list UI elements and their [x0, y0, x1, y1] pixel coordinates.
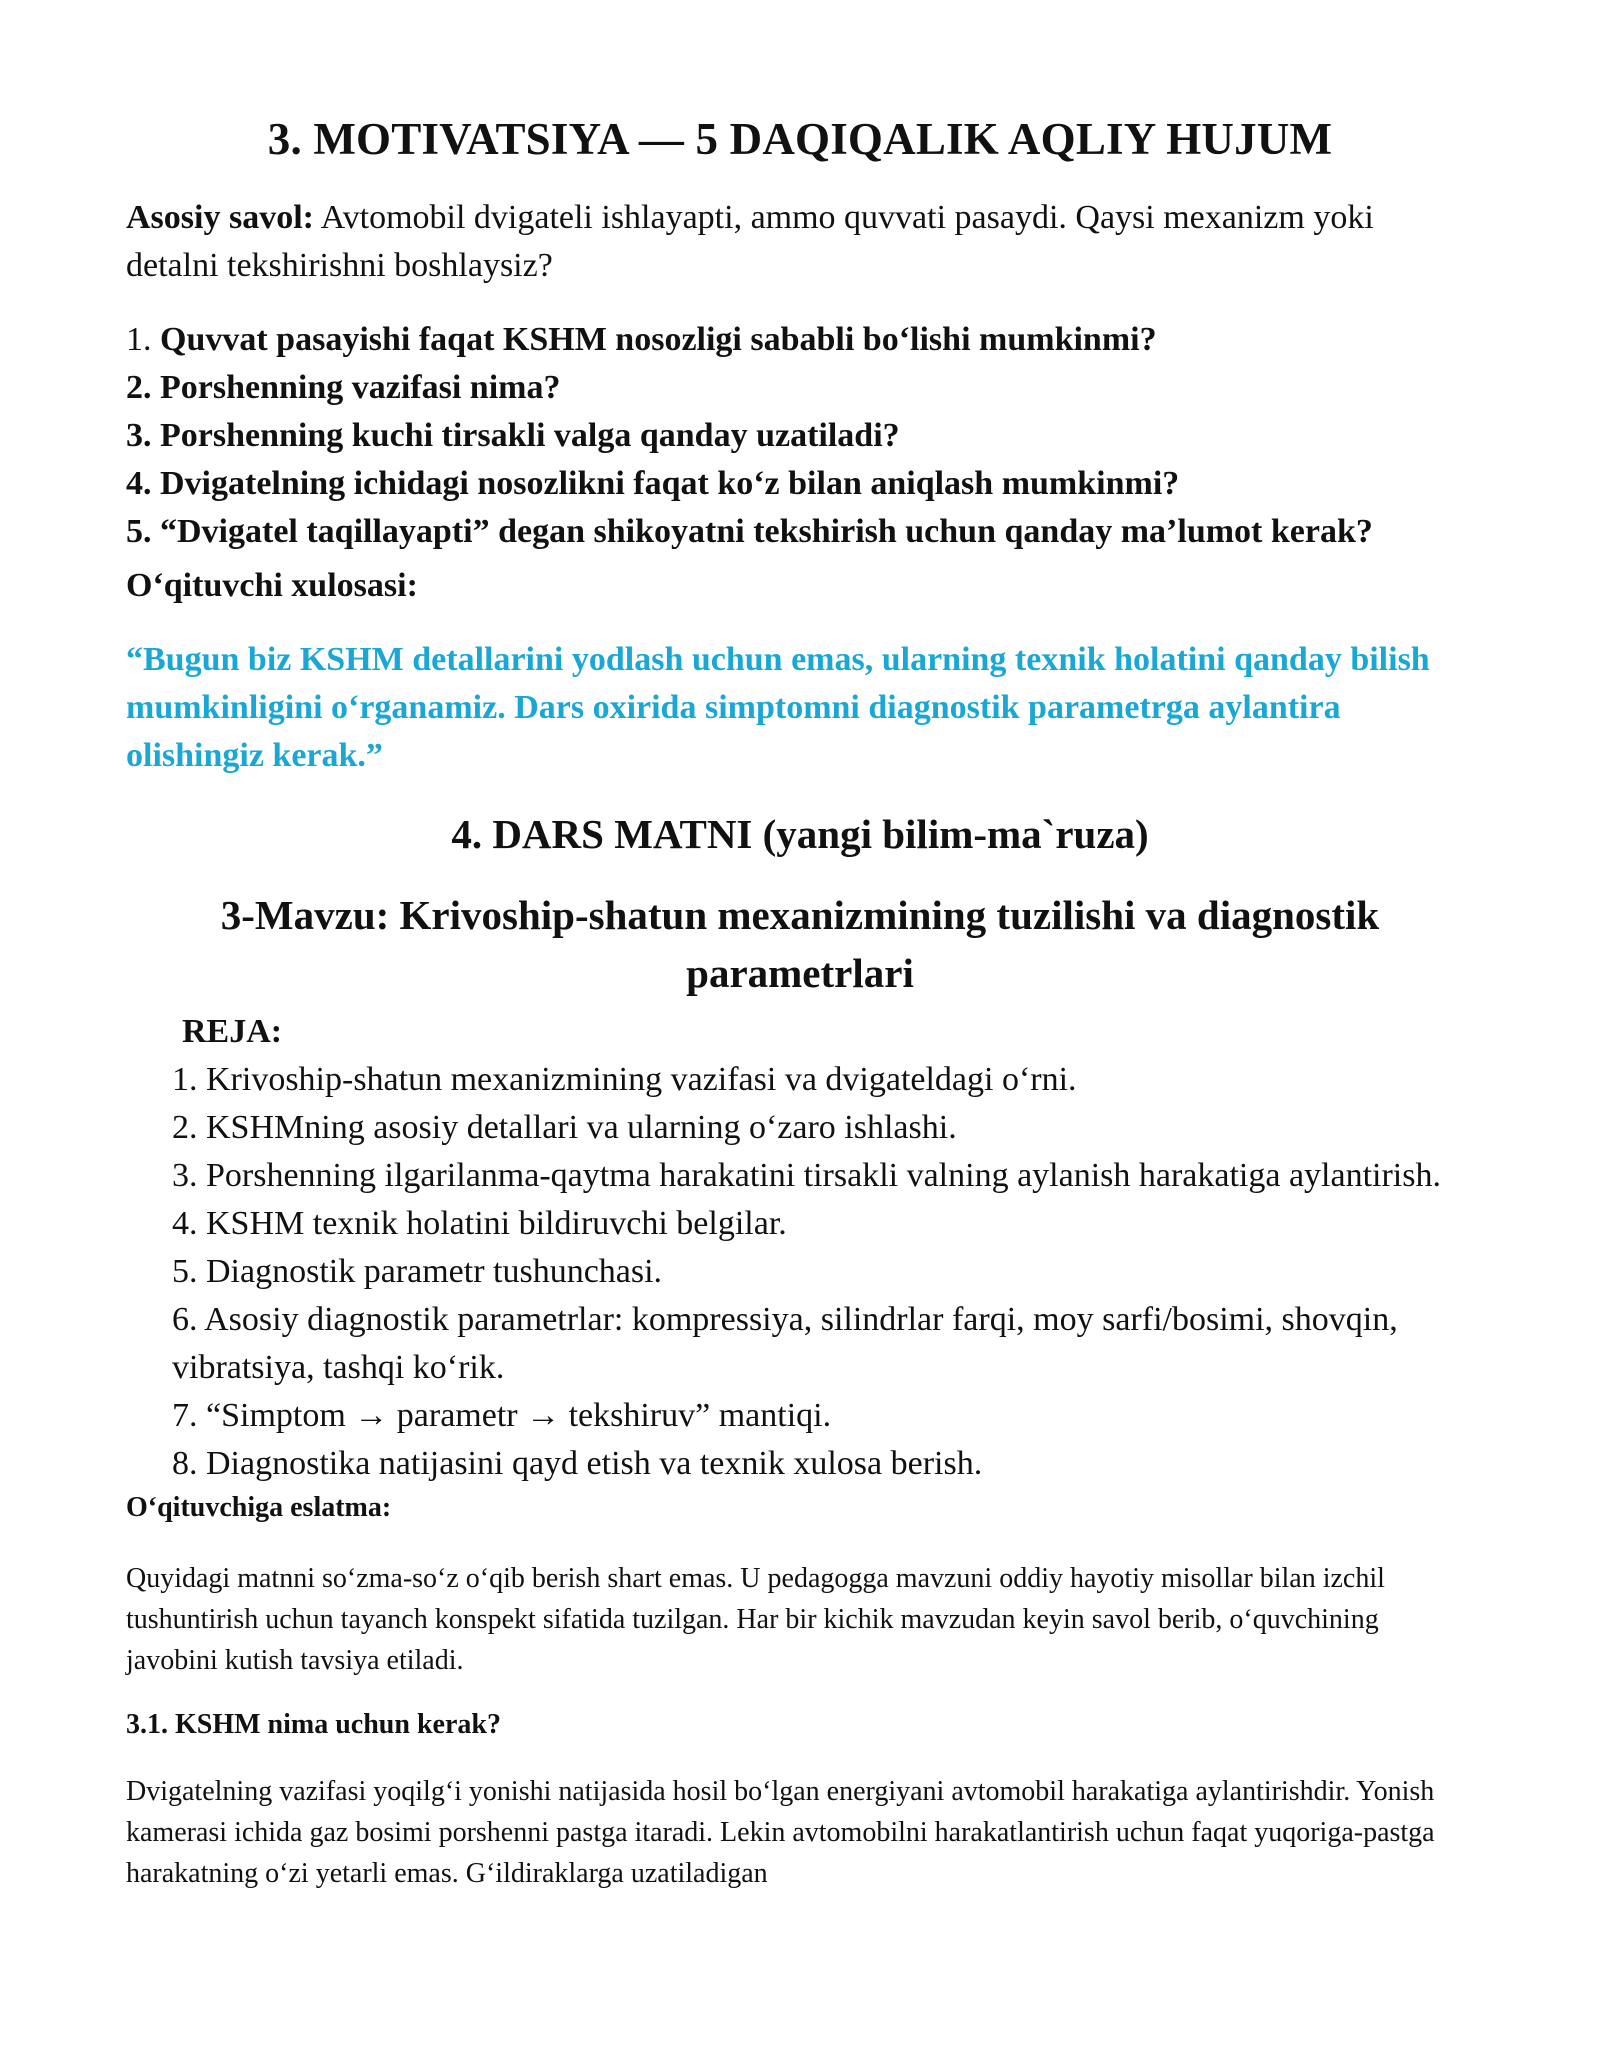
- question-text: Quvvat pasayishi faqat KSHM nosozligi sababli bo‘lishi mumkinmi?: [160, 321, 1157, 358]
- question-number: 5.: [126, 513, 160, 550]
- question-number: 1.: [126, 321, 160, 358]
- plan-list: [172, 1056, 1474, 1488]
- question-item: [126, 508, 1474, 556]
- main-question-text: Avtomobil dvigateli ishlayapti, ammo quvvati pasaydi. Qaysi mexanizm yoki detalni tekshirishni boshlaysiz?: [126, 199, 1374, 284]
- plan-item: 5. Diagnostik parametr tushunchasi.: [172, 1253, 663, 1290]
- question-item: [126, 316, 1474, 364]
- question-text: “Dvigatel taqillayapti” degan shikoyatni tekshirish uchun qanday ma’lumot kerak?: [160, 513, 1373, 550]
- topic-title: 3-Mavzu: Krivoship-shatun mexanizmining tuzilishi va diagnostik parametrlari: [220, 892, 1380, 996]
- teacher-conclusion-label: O‘qituvchi xulosasi:: [126, 567, 418, 604]
- question-text: Porshenning kuchi tirsakli valga qanday uzatiladi?: [160, 417, 900, 454]
- question-item: [126, 364, 1474, 412]
- plan-item: 6. Asosiy diagnostik parametrlar: kompressiya, silindrlar farqi, moy sarfi/bosimi, shovqin, vibratsiya, tashqi ko‘rik.: [172, 1301, 1398, 1386]
- plan-item: 1. Krivoship-shatun mexanizmining vazifasi va dvigateldagi o‘rni.: [172, 1061, 1077, 1098]
- motivation-heading: 3. MOTIVATSIYA — 5 DAQIQALIK AQLIY HUJUM: [267, 114, 1333, 164]
- teacher-note-label: O‘qituvchiga eslatma:: [126, 1492, 392, 1523]
- question-text: Porshenning vazifasi nima?: [160, 369, 561, 406]
- question-list: [126, 316, 1474, 556]
- question-number: 2.: [126, 369, 160, 406]
- teacher-quote: “Bugun biz KSHM detallarini yodlash uchun emas, ularning texnik holatini qanday bilish mumkinligini o‘rganamiz. Dars oxirida simptomni diagnostik parametrga aylantira olishingiz kerak.”: [126, 641, 1430, 774]
- question-item: [126, 412, 1474, 460]
- question-number: 3.: [126, 417, 160, 454]
- question-text: Dvigatelning ichidagi nosozlikni faqat ko‘z bilan aniqlash mumkinmi?: [160, 465, 1180, 502]
- plan-item: 3. Porshenning ilgarilanma-qaytma harakatini tirsakli valning aylanish harakatiga aylantirish.: [172, 1157, 1441, 1194]
- question-item: [126, 460, 1474, 508]
- question-number: 4.: [126, 465, 160, 502]
- subsection-text: Dvigatelning vazifasi yoqilg‘i yonishi natijasida hosil bo‘lgan energiyani avtomobil harakatiga aylantirishdir. Yonish kamerasi ichida gaz bosimi porshenni pastga itaradi. Lekin avtomobilni harakatlantirish uchun faqat yuqoriga-pastga harakatning o‘zi yetarli emas. G‘ildiraklarga uzatiladigan: [126, 1776, 1435, 1889]
- plan-item: 7. “Simptom → parametr → tekshiruv” mantiqi.: [172, 1397, 832, 1434]
- teacher-note-text: Quyidagi matnni so‘zma-so‘z o‘qib berish shart emas. U pedagogga mavzuni oddiy hayotiy misollar bilan izchil tushuntirish uchun tayanch konspekt sifatida tuzilgan. Har bir kichik mavzudan keyin savol berib, o‘quvchining javobini kutish tavsiya etiladi.: [126, 1563, 1385, 1676]
- main-question-label: Asosiy savol:: [126, 199, 314, 236]
- subsection-heading: 3.1. KSHM nima uchun kerak?: [126, 1709, 501, 1740]
- plan-label: REJA:: [182, 1013, 283, 1050]
- plan-item: 8. Diagnostika natijasini qayd etish va texnik xulosa berish.: [172, 1445, 983, 1482]
- lesson-heading: 4. DARS MATNI (yangi bilim-ma`ruza): [451, 811, 1149, 857]
- plan-item: 4. KSHM texnik holatini bildiruvchi belgilar.: [172, 1205, 787, 1242]
- main-question: [126, 194, 1474, 290]
- plan-item: 2. KSHMning asosiy detallari va ularning o‘zaro ishlashi.: [172, 1109, 957, 1146]
